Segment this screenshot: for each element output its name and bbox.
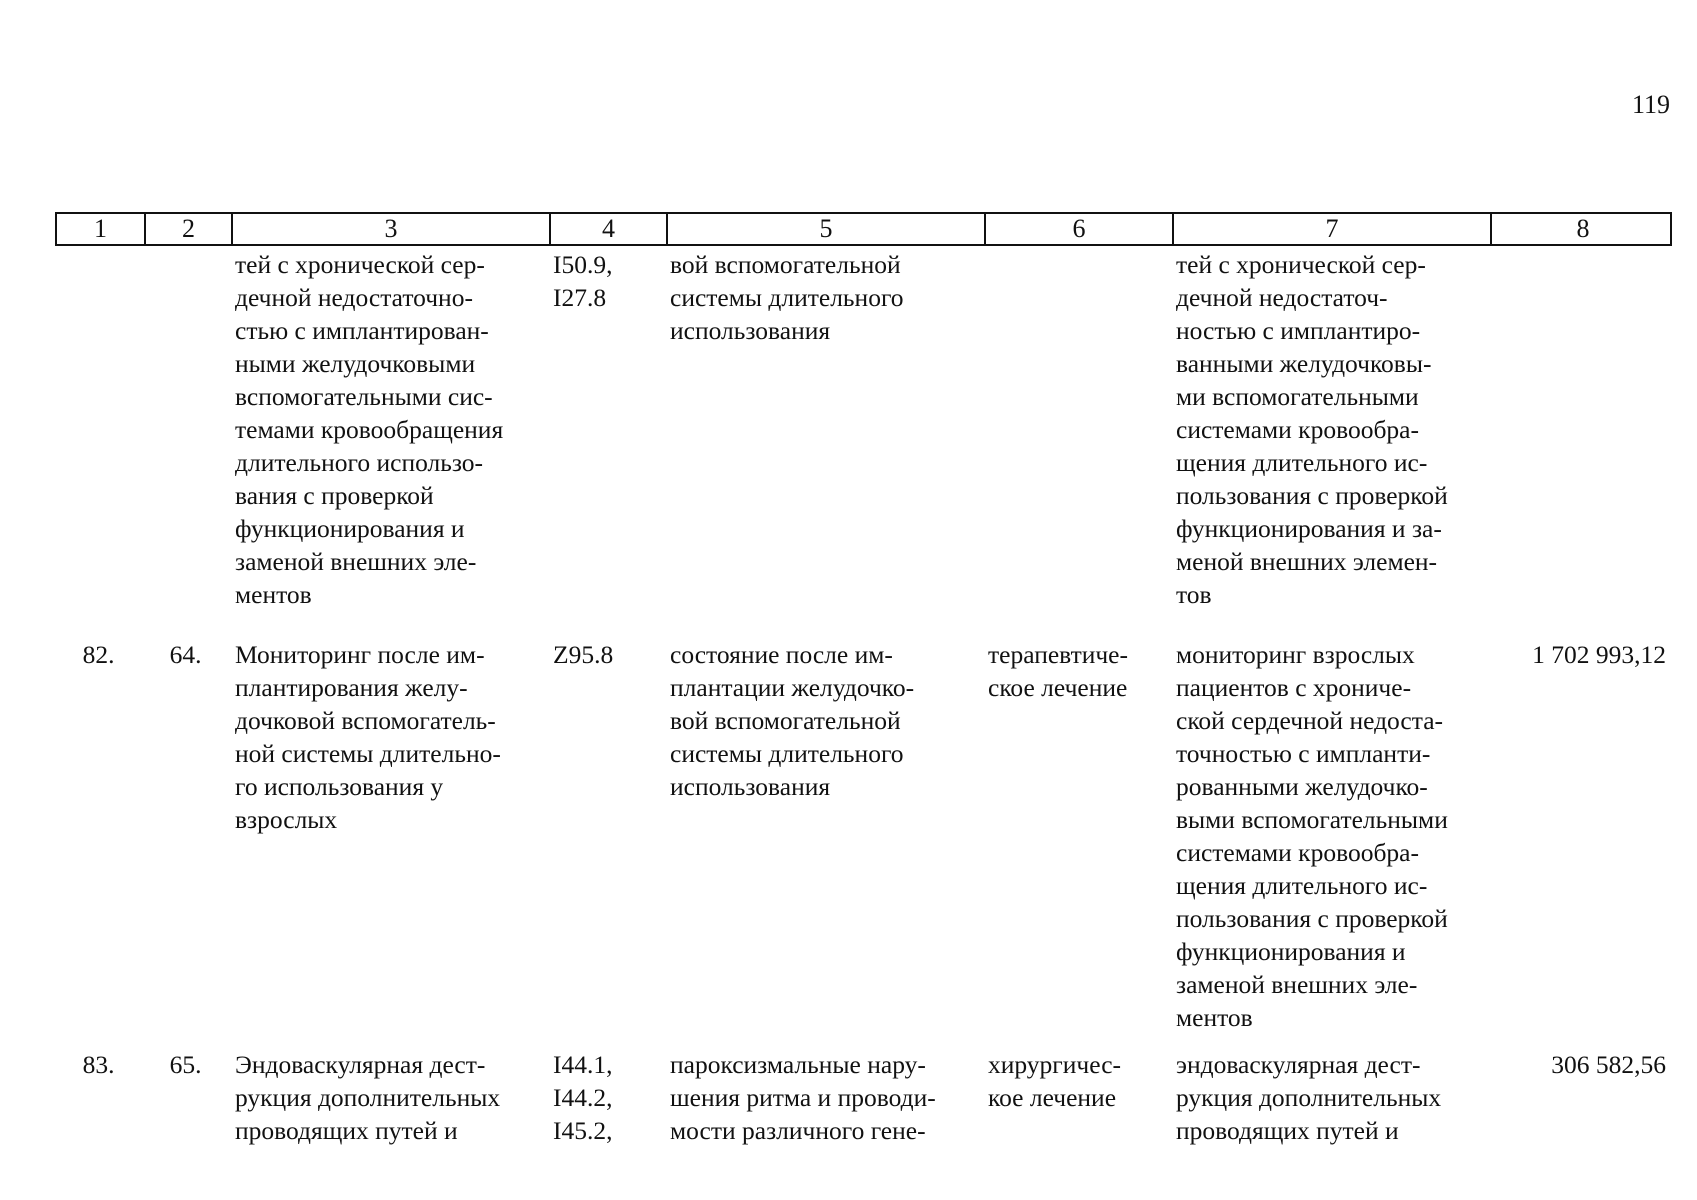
cell-line: проводящих путей и bbox=[1176, 1116, 1399, 1145]
cell-line: мониторинг взрослых bbox=[1176, 640, 1415, 669]
cell-line: I45.2, bbox=[553, 1116, 613, 1145]
cell-line: тов bbox=[1176, 580, 1212, 609]
cell-line: вой вспомогательной bbox=[670, 706, 901, 735]
method-cell bbox=[1170, 638, 1488, 1048]
method-cell bbox=[1170, 1048, 1488, 1168]
cell-line: пароксизмальные нару- bbox=[670, 1050, 926, 1079]
cell-line: I50.9, bbox=[553, 250, 613, 279]
icd-code-cell bbox=[547, 638, 664, 1048]
table-row bbox=[55, 248, 1672, 638]
cell-line: терапевтиче- bbox=[988, 640, 1128, 669]
service-name-cell bbox=[229, 248, 547, 638]
cell-line: шения ритма и проводи- bbox=[670, 1083, 936, 1112]
cell-line: использования bbox=[670, 772, 831, 801]
method-cell bbox=[1170, 248, 1488, 638]
cell-line: меной внешних элемен- bbox=[1176, 547, 1438, 576]
cell-line: пользования с проверкой bbox=[1176, 481, 1448, 510]
header-cell-7: 7 bbox=[1172, 214, 1490, 244]
cost-cell: 306 582,56 bbox=[1551, 1050, 1666, 1079]
cell-line: тей с хронической сер- bbox=[1176, 250, 1426, 279]
cell-line: ми вспомогательными bbox=[1176, 382, 1419, 411]
cell-line: пациентов с хрониче- bbox=[1176, 673, 1412, 702]
cell-line: тей с хронической сер- bbox=[235, 250, 485, 279]
cell-line: плантации желудочко- bbox=[670, 673, 915, 702]
item-number-cell: 64. bbox=[169, 640, 202, 669]
cell-line: системы длительного bbox=[670, 739, 904, 768]
cell-line: ванными желудочковы- bbox=[1176, 349, 1432, 378]
cell-line: ментов bbox=[235, 580, 312, 609]
cell-line: рукция дополнительных bbox=[1176, 1083, 1442, 1112]
cell-line: I44.2, bbox=[553, 1083, 613, 1112]
table-header-row bbox=[55, 212, 1672, 246]
cell-line: I44.1, bbox=[553, 1050, 613, 1079]
treatment-type-cell bbox=[982, 638, 1170, 1048]
cell-line: щения длительного ис- bbox=[1176, 871, 1428, 900]
cell-line: вой вспомогательной bbox=[670, 250, 901, 279]
cell-line: дечной недостаточ- bbox=[1176, 283, 1388, 312]
cell-line: Z95.8 bbox=[553, 640, 614, 669]
item-number-cell: 65. bbox=[169, 1050, 202, 1079]
cell-line: стью с имплантирован- bbox=[235, 316, 489, 345]
cell-line: рукция дополнительных bbox=[235, 1083, 501, 1112]
cell-line: ными желудочковыми bbox=[235, 349, 476, 378]
cell-line: функционирования и за- bbox=[1176, 514, 1442, 543]
cost-cell bbox=[1488, 248, 1672, 638]
cell-line: ностью с имплантиро- bbox=[1176, 316, 1421, 345]
diagnosis-cell bbox=[664, 1048, 982, 1168]
cell-line: взрослых bbox=[235, 805, 338, 834]
cell-line: заменой внешних эле- bbox=[235, 547, 477, 576]
cell-line: ной системы длительно- bbox=[235, 739, 501, 768]
cell-line: проводящих путей и bbox=[235, 1116, 458, 1145]
cell-line: системами кровообра- bbox=[1176, 838, 1419, 867]
cell-line: плантирования желу- bbox=[235, 673, 468, 702]
services-table bbox=[55, 212, 1672, 1168]
header-cell-8: 8 bbox=[1490, 214, 1674, 244]
cell-line: дочковой вспомогатель- bbox=[235, 706, 496, 735]
cell-line: темами кровообращения bbox=[235, 415, 504, 444]
cell-line: дечной недостаточно- bbox=[235, 283, 473, 312]
item-number-cell bbox=[142, 248, 229, 638]
cell-line: пользования с проверкой bbox=[1176, 904, 1448, 933]
treatment-type-cell bbox=[982, 1048, 1170, 1168]
header-cell-6: 6 bbox=[984, 214, 1172, 244]
cell-line: мости различного гене- bbox=[670, 1116, 926, 1145]
cell-line: ментов bbox=[1176, 1003, 1253, 1032]
cell-line: го использования у bbox=[235, 772, 444, 801]
page-number: 119 bbox=[1631, 90, 1670, 119]
cell-line: функционирования и bbox=[235, 514, 465, 543]
header-cell-2: 2 bbox=[144, 214, 231, 244]
cell-line: вспомогательными сис- bbox=[235, 382, 493, 411]
cell-line: рованными желудочко- bbox=[1176, 772, 1428, 801]
table-row bbox=[55, 638, 1672, 1048]
treatment-type-cell bbox=[982, 248, 1170, 638]
cost-cell: 1 702 993,12 bbox=[1532, 640, 1666, 669]
cell-line: ское лечение bbox=[988, 673, 1128, 702]
cell-line: вания с проверкой bbox=[235, 481, 434, 510]
cell-line: ской сердечной недоста- bbox=[1176, 706, 1444, 735]
cell-line: состояние после им- bbox=[670, 640, 893, 669]
cell-line: хирургичес- bbox=[988, 1050, 1122, 1079]
cell-line: Эндоваскулярная дест- bbox=[235, 1050, 486, 1079]
cell-line: заменой внешних эле- bbox=[1176, 970, 1418, 999]
cell-line: использования bbox=[670, 316, 831, 345]
cell-line: выми вспомогательными bbox=[1176, 805, 1448, 834]
cell-line: системы длительного bbox=[670, 283, 904, 312]
cell-line: I27.8 bbox=[553, 283, 607, 312]
header-cell-1: 1 bbox=[94, 214, 107, 243]
cell-line: эндоваскулярная дест- bbox=[1176, 1050, 1421, 1079]
header-cell-5: 5 bbox=[666, 214, 984, 244]
header-cell-4: 4 bbox=[549, 214, 666, 244]
icd-code-cell bbox=[547, 248, 664, 638]
cell-line: кое лечение bbox=[988, 1083, 1117, 1112]
row-number-cell bbox=[55, 248, 142, 638]
cell-line: щения длительного ис- bbox=[1176, 448, 1428, 477]
cell-line: системами кровообра- bbox=[1176, 415, 1419, 444]
icd-code-cell bbox=[547, 1048, 664, 1168]
table-row bbox=[55, 1048, 1672, 1168]
service-name-cell bbox=[229, 1048, 547, 1168]
row-number-cell: 83. bbox=[82, 1050, 115, 1079]
header-cell-3: 3 bbox=[231, 214, 549, 244]
cell-line: функционирования и bbox=[1176, 937, 1406, 966]
cell-line: Мониторинг после им- bbox=[235, 640, 485, 669]
cell-line: длительного использо- bbox=[235, 448, 484, 477]
cell-line: точностью с импланти- bbox=[1176, 739, 1431, 768]
diagnosis-cell bbox=[664, 638, 982, 1048]
row-number-cell: 82. bbox=[82, 640, 115, 669]
diagnosis-cell bbox=[664, 248, 982, 638]
service-name-cell bbox=[229, 638, 547, 1048]
